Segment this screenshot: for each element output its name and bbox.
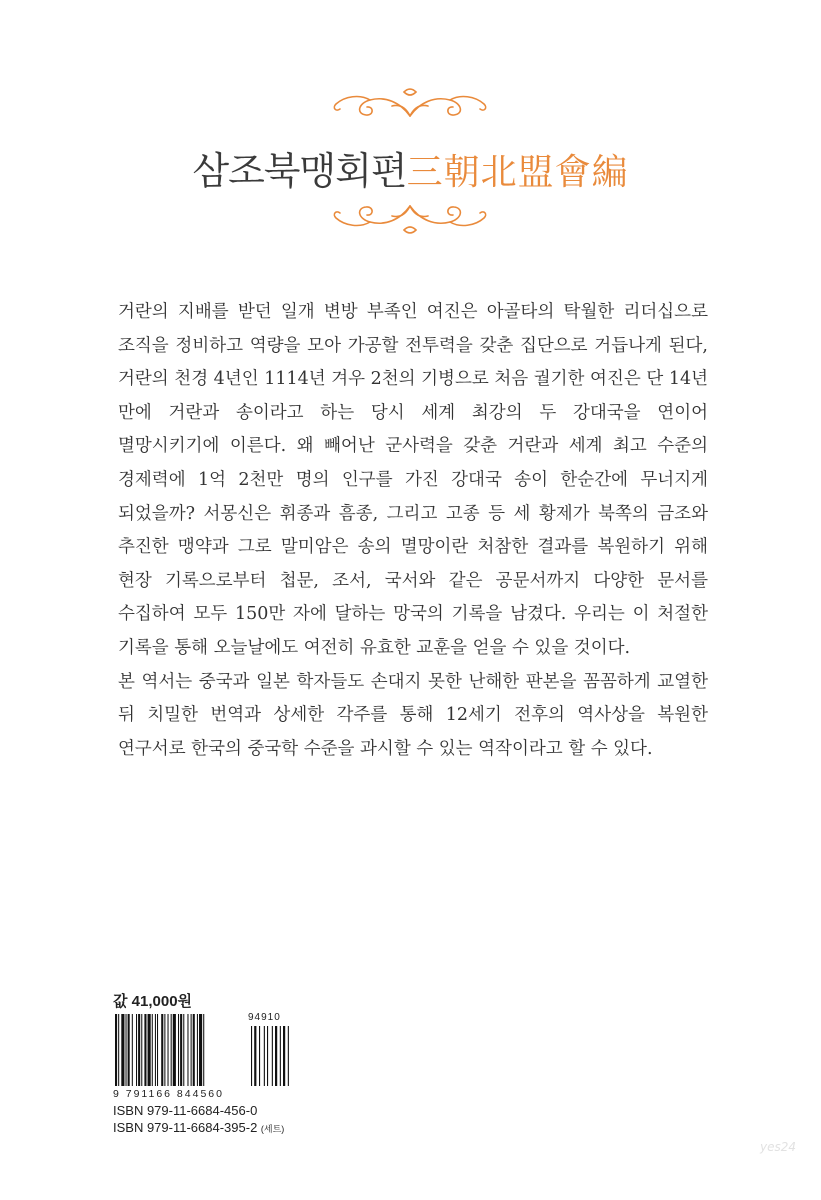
barcode-bar xyxy=(171,1014,172,1086)
barcode-bar xyxy=(161,1014,163,1086)
barcode-bar xyxy=(183,1014,184,1086)
bottom-flourish-ornament xyxy=(330,200,490,240)
barcode-bar xyxy=(121,1014,124,1086)
barcode-addon-digits: 94910 xyxy=(248,1012,281,1023)
barcode-bar xyxy=(115,1014,117,1086)
barcode-ean-digits: 9 791166 844560 xyxy=(113,1088,224,1100)
barcode-bar xyxy=(126,1014,127,1086)
barcode-addon-bar xyxy=(251,1026,252,1086)
barcode-addon-bar xyxy=(267,1026,268,1086)
barcode-bar xyxy=(141,1014,142,1086)
book-title xyxy=(0,140,821,195)
barcode-bar xyxy=(168,1014,169,1086)
barcode-bar xyxy=(193,1014,195,1086)
barcode-bar xyxy=(118,1014,119,1086)
isbn-line-1 xyxy=(113,1103,257,1118)
isbn-number-1: ISBN 979-11-6684-456-0 xyxy=(113,1103,258,1118)
barcode-bar xyxy=(180,1014,182,1086)
barcode-bar xyxy=(157,1014,158,1086)
barcode-bar xyxy=(138,1014,140,1086)
description-paragraph-2: 본 역서는 중국과 일본 학자들도 손대지 못한 난해한 판본을 꼼꼼하게 교열한 뒤 치밀한 번역과 상세한 각주를 통해 12세기 전후의 역사상을 복원한 연구서로 한국의 중국학 수준을 과시할 수 있는 역작이라고 할 수 있다. xyxy=(118,671,708,759)
barcode-bar xyxy=(152,1014,153,1086)
barcode-bar xyxy=(178,1014,179,1086)
barcode-bar xyxy=(136,1014,137,1086)
barcode-addon-bar xyxy=(264,1026,265,1086)
barcode-bar xyxy=(203,1014,204,1086)
barcode-bar xyxy=(197,1014,198,1086)
barcode-bar xyxy=(148,1014,151,1086)
watermark-logo: yes24 xyxy=(760,1140,797,1154)
isbn-line-2 xyxy=(113,1120,284,1135)
title-korean: 삼조북맹회편 xyxy=(192,149,407,193)
barcode-bar xyxy=(187,1014,188,1086)
description-paragraph-1: 거란의 지배를 받던 일개 변방 부족인 여진은 아골타의 탁월한 리더십으로 조직을 정비하고 역량을 모아 가공할 전투력을 갖춘 집단으로 거듭나게 된다, 거란의 천경 4년인 1114년 겨우 2천의 기병으로 처음 궐기한 여진은 단 14년 만에 거란과 송이라고 하는 당시 세계 최강의 두 강대국을 연이어 멸망시키기에 이른다. 왜 빼어난 군사력을 갖춘 거란과 세계 최고 수준의 경제력에 1억 2천만 명의 인구를 가진 강대국 송이 한순간에 무너지게 되었을까? 서몽신은 휘종과 흠종, 그리고 고종 등 세 황제가 북쪽의 금조와 추진한 맹약과 그로 말미암은 송의 멸망이란 처참한 결과를 복원하기 위해 현장 기록으로부터 첩문, 조서, 국서와 같은 공문서까지 다양한 문서를 수집하여 모두 150만 자에 달하는 망국의 기록을 남겼다. 우리는 이 처절한 기록을 통해 오늘날에도 여전히 유효한 교훈을 얻을 수 있을 것이다. xyxy=(118,302,709,658)
barcode-bar xyxy=(144,1014,146,1086)
barcode-bar xyxy=(155,1014,156,1086)
isbn-number-2: ISBN 979-11-6684-395-2 xyxy=(113,1120,258,1135)
barcode-bar xyxy=(132,1014,133,1086)
isbn-set-note: (세트) xyxy=(260,1124,285,1134)
title-hanja: 三朝北盟會編 xyxy=(406,152,629,193)
price-label: 값 41,000원 xyxy=(113,993,193,1010)
barcode-addon-bar xyxy=(283,1026,285,1086)
barcode-bar xyxy=(164,1014,165,1086)
barcode-addon-bar xyxy=(272,1026,273,1086)
barcode-addon-bar xyxy=(259,1026,260,1086)
back-cover-description xyxy=(118,296,708,766)
barcode-bar xyxy=(128,1014,130,1086)
barcode-addon-bar xyxy=(275,1026,277,1086)
barcode-addon-bar xyxy=(280,1026,281,1086)
top-flourish-ornament xyxy=(330,82,490,122)
barcode-bar xyxy=(173,1014,176,1086)
barcode-bar xyxy=(191,1014,192,1086)
barcode-bar xyxy=(199,1014,202,1086)
barcode-addon-bar xyxy=(254,1026,256,1086)
barcode-addon-bar xyxy=(288,1026,289,1086)
